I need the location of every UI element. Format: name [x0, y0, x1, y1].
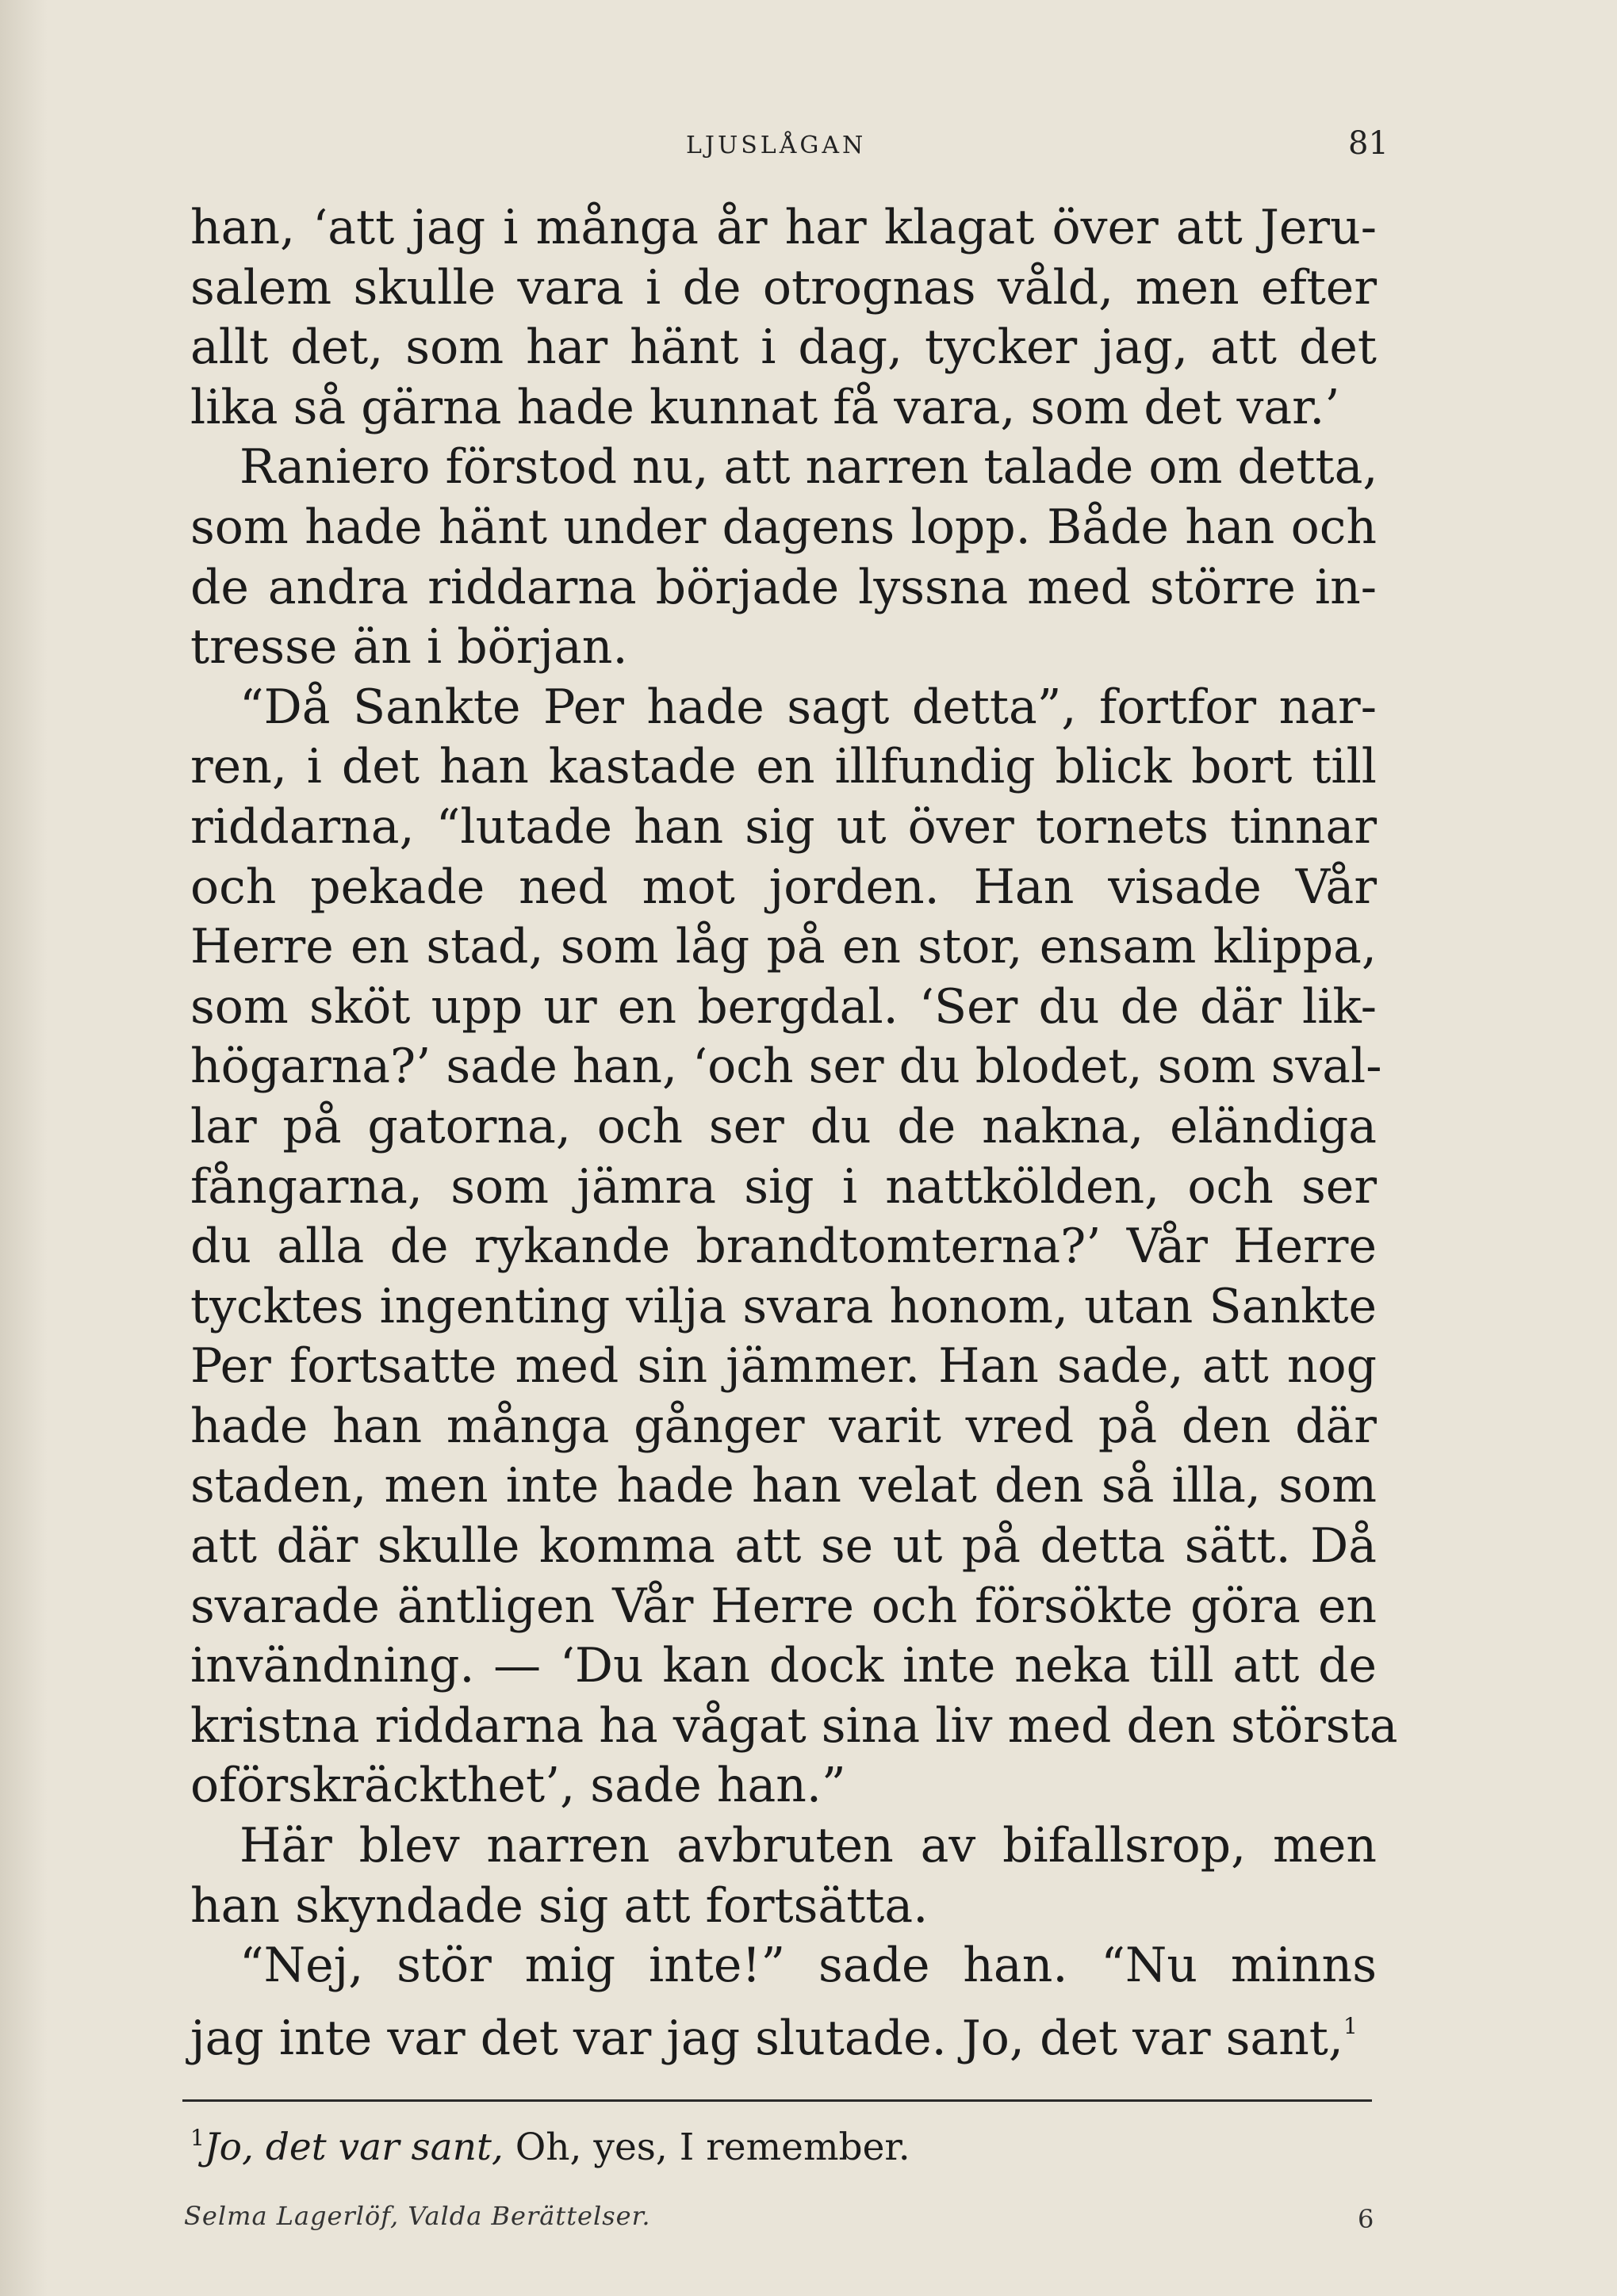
text-line: de andra riddarna började lyssna med större in- — [190, 559, 1377, 615]
footnote — [190, 2125, 910, 2169]
text-line: invändning. — ‘Du kan dock inte neka till att de — [190, 1638, 1377, 1694]
text-line: ren, i det han kastade en illfundig blick bort till — [190, 739, 1377, 795]
text-line: lika så gärna hade kunnat få vara, som det var.’ — [190, 379, 1340, 435]
text-line: Här blev narren avbruten av bifallsrop, men — [239, 1818, 1377, 1874]
text-line: Per fortsatte med sin jämmer. Han sade, att nog — [190, 1338, 1377, 1395]
text-line: “Nej, stör mig inte!” sade han. “Nu minns — [239, 1938, 1377, 1994]
text-line: staden, men inte hade han velat den så illa, som — [190, 1458, 1377, 1514]
text-line: hade han många gånger varit vred på den där — [190, 1398, 1377, 1454]
running-title: LJUSLÅGAN — [686, 132, 867, 159]
text-line: oförskräckthet’, sade han.” — [190, 1758, 846, 1814]
footnote-reference: 1 — [1343, 2012, 1358, 2039]
text-line: fångarna, som jämra sig i nattkölden, och ser — [190, 1158, 1377, 1215]
text-line: kristna riddarna ha vågat sina liv med den största — [190, 1697, 1398, 1754]
page-edge-shadow — [0, 0, 48, 2296]
text-line: Raniero förstod nu, att narren talade om detta, — [239, 439, 1378, 496]
text-line: riddarna, “lutade han sig ut över tornets tinnar — [190, 798, 1377, 855]
text-line: att där skulle komma att se ut på detta sätt. Då — [190, 1518, 1377, 1575]
sheet-number: 6 — [1358, 2204, 1374, 2234]
text-line: lar på gatorna, och ser du de nakna, eländiga — [190, 1098, 1377, 1154]
text-line: allt det, som har hänt i dag, tycker jag, att det — [190, 320, 1377, 376]
text-line: tycktes ingenting vilja svara honom, utan Sankte — [190, 1278, 1377, 1334]
printer-signature: Selma Lagerlöf, Valda Berättelser. — [184, 2201, 651, 2231]
text-line: Herre en stad, som låg på en stor, ensam klippa, — [190, 919, 1377, 975]
text-line: salem skulle vara i de otrognas våld, men efter — [190, 259, 1377, 316]
text-line: tresse än i början. — [190, 619, 628, 675]
footnote-phrase: Jo, det var sant, — [204, 2126, 504, 2169]
text-line: han, ‘att jag i många år har klagat över att Jeru- — [190, 200, 1377, 255]
text-line: som hade hänt under dagens lopp. Både han och — [190, 499, 1377, 555]
text-line: högarna?’ sade han, ‘och ser du blodet, som sval- — [190, 1039, 1382, 1095]
footnote-marker: 1 — [190, 2125, 205, 2151]
footnote-rule — [182, 2099, 1372, 2102]
text-line: svarade äntligen Vår Herre och försökte göra en — [190, 1578, 1377, 1634]
footnote-translation: Oh, yes, I remember. — [515, 2126, 910, 2169]
body-text — [190, 198, 1398, 2066]
text-line: “Då Sankte Per hade sagt detta”, fortfor nar- — [239, 679, 1377, 735]
text-line-with-footnote-ref — [190, 1996, 1377, 2066]
text-line-content: jag inte var det var jag slutade. Jo, det var sant, — [190, 2010, 1343, 2066]
page-number: 81 — [1348, 125, 1389, 162]
text-line: han skyndade sig att fortsätta. — [190, 1877, 929, 1934]
text-line: som sköt upp ur en bergdal. ‘Ser du de där lik- — [190, 978, 1377, 1035]
text-line: du alla de rykande brandtomterna?’ Vår Herre — [190, 1219, 1377, 1275]
text-line: och pekade ned mot jorden. Han visade Vår — [190, 859, 1377, 915]
